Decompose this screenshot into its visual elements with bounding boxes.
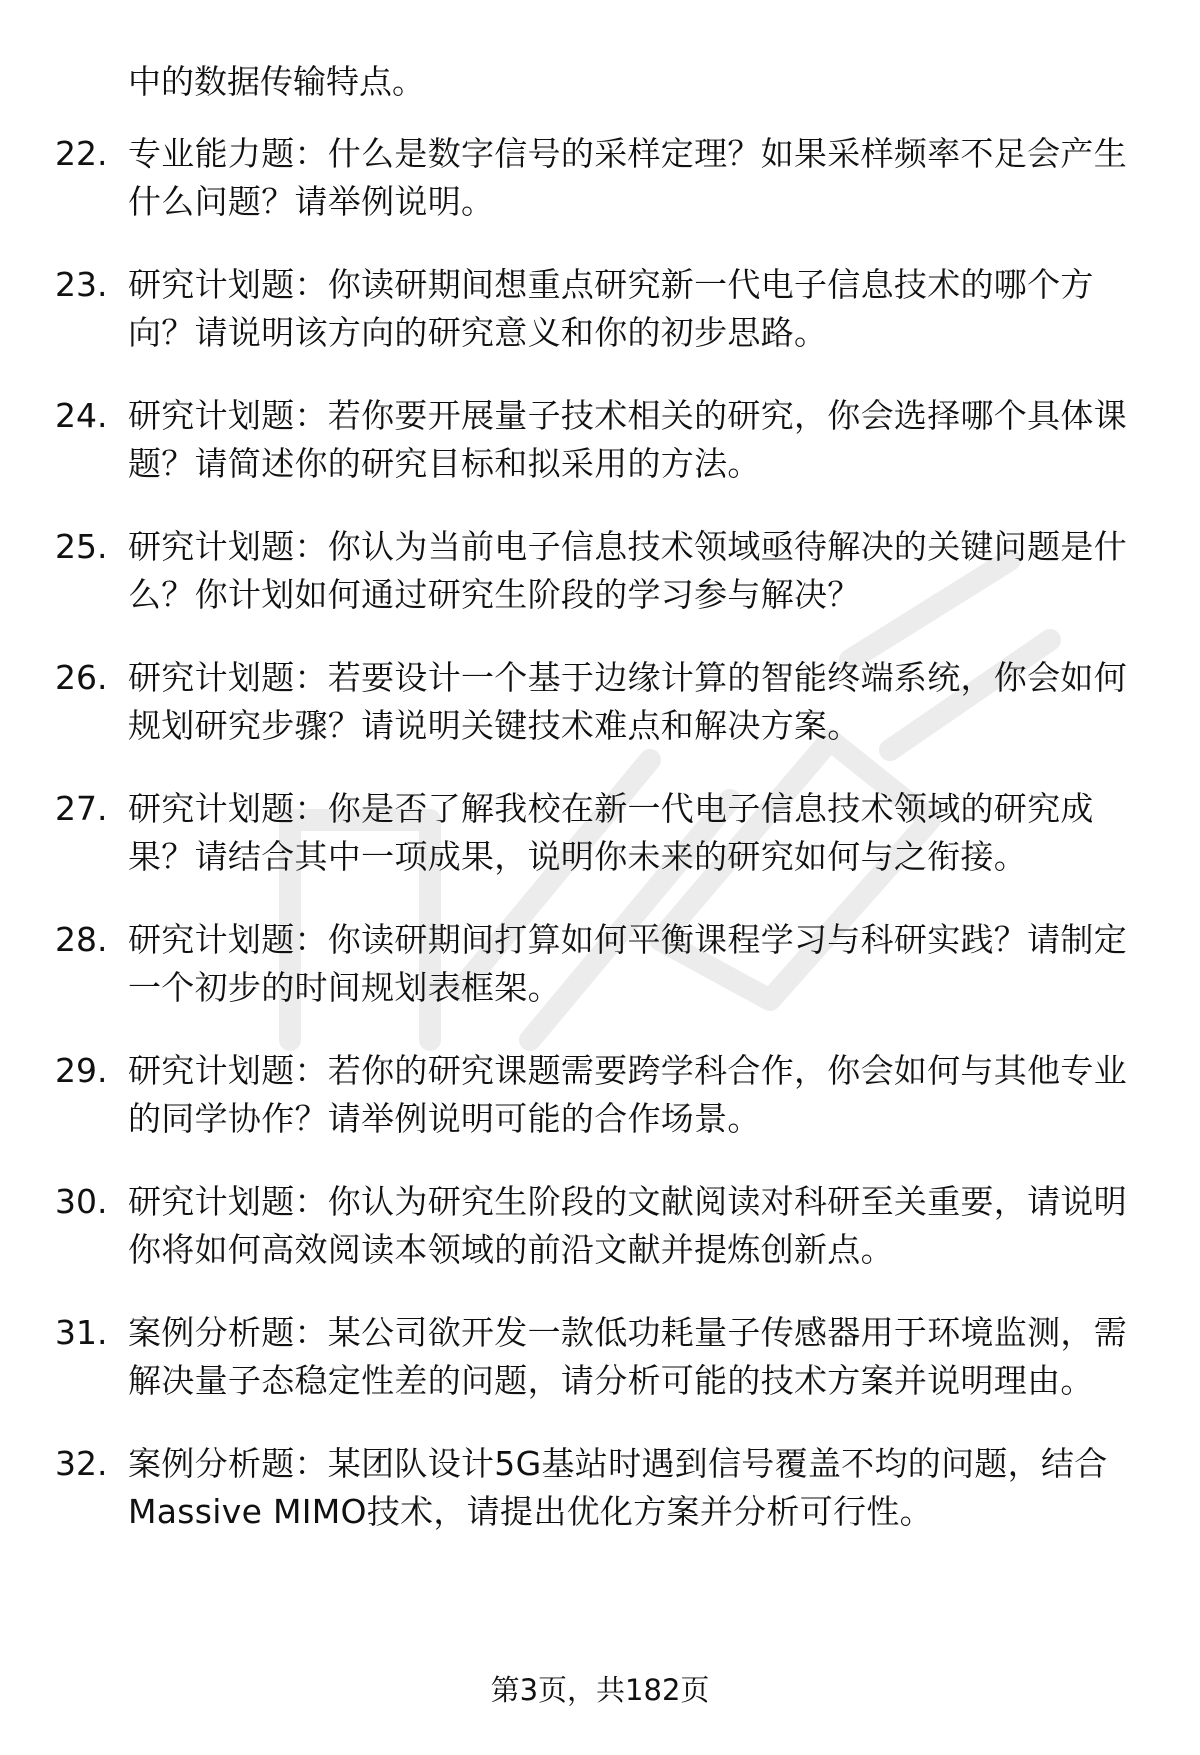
question-text: 研究计划题：你认为研究生阶段的文献阅读对科研至关重要，请说明你将如何高效阅读本领域的前沿文献并提炼创新点。 (128, 1182, 1127, 1269)
question-number: 23. (55, 265, 108, 304)
question-item (0, 654, 1200, 750)
question-text: 研究计划题：你认为当前电子信息技术领域亟待解决的关键问题是什么？你计划如何通过研究生阶段的学习参与解决？ (128, 527, 1127, 614)
question-item (0, 130, 1200, 226)
question-item (0, 261, 1200, 357)
question-number: 29. (55, 1051, 108, 1090)
question-text: 研究计划题：若要设计一个基于边缘计算的智能终端系统，你会如何规划研究步骤？请说明关键技术难点和解决方案。 (128, 658, 1127, 745)
question-item (0, 392, 1200, 488)
question-number: 25. (55, 527, 108, 566)
question-item (0, 1440, 1200, 1536)
question-number: 28. (55, 920, 108, 959)
question-number: 22. (55, 134, 108, 173)
question-number: 26. (55, 658, 108, 697)
question-text: 研究计划题：若你的研究课题需要跨学科合作，你会如何与其他专业的同学协作？请举例说明可能的合作场景。 (128, 1051, 1127, 1138)
question-text: 案例分析题：某公司欲开发一款低功耗量子传感器用于环境监测，需解决量子态稳定性差的问题，请分析可能的技术方案并说明理由。 (128, 1313, 1127, 1400)
question-number: 30. (55, 1182, 108, 1221)
question-number: 32. (55, 1444, 108, 1483)
question-item (0, 1309, 1200, 1405)
question-text: 案例分析题：某团队设计5G基站时遇到信号覆盖不均的问题，结合Massive MIMO技术，请提出优化方案并分析可行性。 (128, 1444, 1108, 1531)
question-text: 研究计划题：若你要开展量子技术相关的研究，你会选择哪个具体课题？请简述你的研究目标和拟采用的方法。 (128, 396, 1127, 483)
question-item (0, 1178, 1200, 1274)
question-item (0, 1047, 1200, 1143)
page-footer: 第3页，共182页 (490, 1673, 710, 1707)
question-number: 24. (55, 396, 108, 435)
question-number: 31. (55, 1313, 108, 1352)
question-text: 研究计划题：你读研期间想重点研究新一代电子信息技术的哪个方向？请说明该方向的研究意义和你的初步思路。 (128, 265, 1094, 352)
question-number: 27. (55, 789, 108, 828)
question-list (0, 130, 1200, 1571)
continuation-text: 中的数据传输特点。 (128, 62, 425, 101)
question-item (0, 523, 1200, 619)
question-item (0, 916, 1200, 1012)
question-item (0, 785, 1200, 881)
question-text: 研究计划题：你读研期间打算如何平衡课程学习与科研实践？请制定一个初步的时间规划表框架。 (128, 920, 1127, 1007)
question-text: 研究计划题：你是否了解我校在新一代电子信息技术领域的研究成果？请结合其中一项成果，说明你未来的研究如何与之衔接。 (128, 789, 1094, 876)
question-text: 专业能力题：什么是数字信号的采样定理？如果采样频率不足会产生什么问题？请举例说明。 (128, 134, 1127, 221)
